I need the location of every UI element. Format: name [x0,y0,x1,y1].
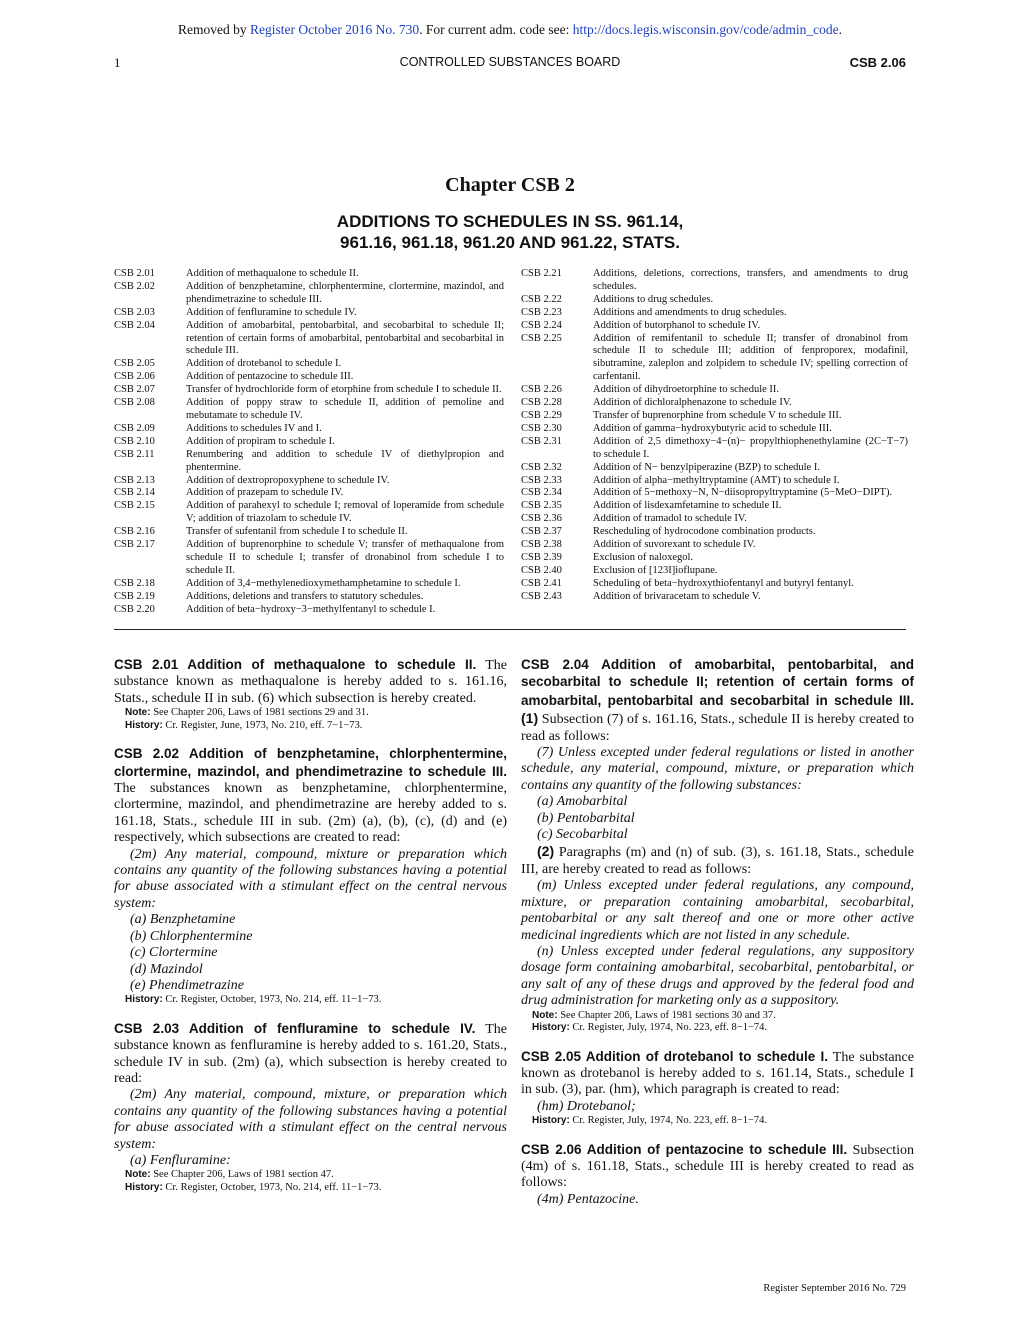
section-2-06 [521,1142,914,1209]
toc-section-number: CSB 2.19 [114,590,155,602]
toc-section-number: CSB 2.20 [114,603,155,615]
toc-section-title: Rescheduling of hydrocodone combination products. [593,526,816,538]
toc-entry [114,539,504,578]
toc-section-number: CSB 2.24 [521,319,562,331]
toc-entry [114,591,504,604]
toc-entry [521,333,908,385]
toc-section-title: Addition of beta−hydroxy−3−methylfentanyl to schedule I. [186,603,436,615]
list-item: (d) Mazindol [130,961,203,977]
toc-section-number: CSB 2.33 [521,474,562,486]
toc-section-number: CSB 2.06 [114,371,155,383]
toc-section-number: CSB 2.37 [521,526,562,538]
toc-section-title: Addition of dextropropoxyphene to schedule IV. [186,474,390,486]
toc-section-number: CSB 2.03 [114,306,155,318]
toc-entry [114,371,504,384]
subsection-number: (2) [537,843,555,860]
toc-section-number: CSB 2.14 [114,487,155,499]
list-item: (hm) Drotebanol; [537,1098,636,1114]
list-item: (b) Pentobarbital [537,810,635,826]
toc-section-title: Addition of 2,5 dimethoxy−4−(n)− propylthiophenethylamine (2C−T−7) to schedule I. [593,435,908,460]
toc-entry [114,604,504,617]
toc-entry [114,281,504,307]
section-2-02 [114,746,507,1007]
toc-section-title: Addition of 5−methoxy−N, N−diisopropyltryptamine (5−MeO−DIPT). [593,487,893,499]
list-item: (4m) Pentazocine. [537,1191,639,1207]
toc-section-title: Scheduling of beta−hydroxythiofentanyl and butyryl fentanyl. [593,577,854,589]
toc-section-number: CSB 2.34 [521,487,562,499]
toc-entry [521,436,908,462]
toc-section-number: CSB 2.15 [114,500,155,512]
history-text: Cr. Register, July, 1974, No. 223, eff. 8−1−74. [569,1115,767,1127]
history-label: History: [125,994,163,1006]
section-body: The substance known as methaqualone is hereby added to s. 161.16, Stats., schedule II in sub. (6) which subsection is hereby created. [114,658,507,706]
chapter-title: Chapter CSB 2 [445,174,575,196]
toc-entry [114,384,504,397]
toc-section-number: CSB 2.21 [521,268,562,279]
toc-entry [114,436,504,449]
toc-section-title: Addition of brivaracetam to schedule V. [593,590,761,602]
toc-section-title: Addition of methaqualone to schedule II. [186,268,359,279]
toc-section-title: Addition of butorphanol to schedule IV. [593,319,761,331]
toc-entry [114,449,504,475]
section-2-05 [521,1049,914,1128]
toc-section-title: Transfer of hydrochloride form of etorphine from schedule I to schedule II. [186,384,502,396]
section-heading: CSB 2.01 Addition of methaqualone to schedule II. [114,657,477,672]
page-footer: Register September 2016 No. 729 [763,1283,906,1294]
toc-section-title: Exclusion of naloxegol. [593,551,694,563]
toc-section-number: CSB 2.22 [521,293,562,305]
section-body: Subsection (7) of s. 161.16, Stats., schedule II is hereby created to read as follows: [521,712,914,744]
toc-entry [521,513,908,526]
history-text: Cr. Register, July, 1974, No. 223, eff. 8−1−74. [569,1022,767,1034]
quoted-provision: (n) Unless excepted under federal regulations, any suppository dosage form containing amobarbital, secobarbital, pentobarbital, or any salt of any of these drugs and approved by the federal food and drug administration for marketing only as a suppository. [521,943,914,1009]
toc-entry [521,500,908,513]
toc-entry [521,475,908,488]
toc-section-title: Additions to drug schedules. [593,293,714,305]
section-body: Paragraphs (m) and (n) of sub. (3), s. 161.18, Stats., schedule III, are hereby created to read as follows: [521,845,914,877]
toc-section-title: Addition of dihydroetorphine to schedule II. [593,384,780,396]
note-text: See Chapter 206, Laws of 1981 sections 30 and 37. [557,1009,776,1021]
section-2-04 [521,657,914,1035]
toc-section-title: Additions, deletions, corrections, transfers, and amendments to drug schedules. [593,268,908,292]
history-text: Cr. Register, October, 1973, No. 214, eff. 11−1−73. [162,1181,382,1193]
toc-entry [114,358,504,371]
section-heading: CSB 2.03 Addition of fenfluramine to schedule IV. [114,1020,476,1036]
toc-section-number: CSB 2.36 [521,513,562,525]
toc-section-number: CSB 2.11 [114,448,155,460]
toc-section-title: Addition of pentazocine to schedule III. [186,371,354,383]
list-item: (c) Clortermine [130,945,218,961]
section-body: The substances known as benzphetamine, chlorphentermine, clortermine, mazindol, and phendimetrazine are hereby added to s. 161.18, Stats., schedule III in sub. (2m) (a), (b), (c), (d) and (e) respectively, which subsections are created to read: [114,781,507,846]
toc-section-number: CSB 2.18 [114,577,155,589]
history-label: History: [125,719,163,731]
admin-code-link[interactable]: http://docs.legis.wisconsin.gov/code/admin_code [572,22,839,37]
history-text: Cr. Register, October, 1973, No. 214, eff. 11−1−73. [162,994,382,1006]
section-2-01 [114,657,507,732]
section-heading: CSB 2.06 Addition of pentazocine to schedule III. [521,1141,848,1157]
note-text: See Chapter 206, Laws of 1981 sections 29 and 31. [150,707,369,719]
toc-section-number: CSB 2.07 [114,384,155,396]
toc-section-title: Addition of gamma−hydroxybutyric acid to schedule III. [593,422,832,434]
section-2-03 [114,1021,507,1195]
quoted-provision: (m) Unless excepted under federal regulations, any compound, mixture, or preparation containing amobarbital, secobarbital, pentobarbital or any salt thereof and one or more other active medicinal ingredients which are not listed in any schedule. [521,878,914,943]
body-right-column [521,657,914,1208]
quoted-provision: (7) Unless excepted under federal regulations or listed in another schedule, any material, compound, mixture, or preparation which contains any quantity of the following substances: [521,745,914,793]
section-heading: CSB 2.05 Addition of drotebanol to schedule I. [521,1048,829,1064]
toc-entry [521,462,908,475]
toc-section-number: CSB 2.35 [521,500,562,512]
list-item: (b) Chlorphentermine [130,928,253,944]
toc-section-title: Addition of N− benzylpiperazine (BZP) to schedule I. [593,461,820,473]
toc-section-title: Addition of prazepam to schedule IV. [186,487,344,499]
page-number: 1 [114,55,121,70]
toc-section-number: CSB 2.28 [521,397,562,409]
toc-section-title: Additions to schedules IV and I. [186,422,322,434]
history-text: Cr. Register, June, 1973, No. 210, eff. 7−1−73. [162,719,363,731]
toc-section-number: CSB 2.30 [521,422,562,434]
toc-entry [521,307,908,320]
toc-entry [114,320,504,359]
toc-entry [114,397,504,423]
note-label: Note: [125,707,151,719]
toc-section-number: CSB 2.10 [114,435,155,447]
toc-entry [521,578,908,591]
toc-entry [114,578,504,591]
banner-middle: . For current adm. code see: [419,22,573,37]
toc-section-number: CSB 2.04 [114,319,155,331]
section-heading: CSB 2.02 Addition of benzphetamine, chlorphentermine, clortermine, mazindol, and phendimetrazine to schedule III. [114,746,507,779]
toc-entry [521,423,908,436]
quoted-provision: (2m) Any material, compound, mixture, or preparation which contains any quantity of the following substances having a potential for abuse associated with a stimulant effect on the central nervous system: [114,1087,507,1152]
toc-entry [521,384,908,397]
toc-section-number: CSB 2.08 [114,397,155,409]
toc-entry [521,268,908,294]
removal-banner [0,22,1020,38]
section-body: The substance known as drotebanol is hereby added to s. 161.14, Stats., schedule I in sub. (3), par. (hm), which paragraph is created to read: [521,1049,914,1098]
toc-entry [521,397,908,410]
toc-section-title: Additions, deletions and transfers to statutory schedules. [186,590,424,602]
toc-entry [521,526,908,539]
toc-section-number: CSB 2.43 [521,590,562,602]
note-label: Note: [125,1169,151,1181]
toc-entry [114,423,504,436]
list-item: (c) Secobarbital [537,827,628,843]
banner-prefix: Removed by [177,22,250,37]
list-item: (a) Amobarbital [537,794,628,810]
header-code: CSB 2.06 [849,55,906,70]
toc-section-number: CSB 2.32 [521,461,562,473]
toc-entry [521,539,908,552]
toc-entry [521,552,908,565]
subsection-number: (1) [521,710,539,727]
toc-entry [114,526,504,539]
toc-section-number: CSB 2.38 [521,539,562,551]
toc-section-number: CSB 2.23 [521,306,562,318]
note-label: Note: [532,1009,558,1021]
toc-right-column [521,268,908,604]
toc-entry [521,410,908,423]
toc-section-title: Addition of suvorexant to schedule IV. [593,539,756,551]
toc-section-number: CSB 2.40 [521,564,562,576]
toc-section-number: CSB 2.25 [521,332,562,344]
toc-section-title: Addition of lisdexamfetamine to schedule II. [593,500,782,512]
note-text: See Chapter 206, Laws of 1981 section 47. [150,1169,334,1181]
section-body: The substance known as fenfluramine is hereby added to s. 161.20, Stats., schedule IV in sub. (2m) (a), which subsection is hereby created to read: [114,1021,507,1087]
banner-suffix: . [838,22,842,37]
toc-section-title: Addition of propiram to schedule I. [186,435,335,447]
toc-entry [521,320,908,333]
toc-entry [521,487,908,500]
quoted-provision: (2m) Any material, compound, mixture or preparation which contains any quantity of the following substances having a potential for abuse associated with a stimulant effect on the central nervous system: [114,846,507,911]
list-item: (e) Phendimetrazine [130,977,244,993]
toc-entry [114,268,504,281]
history-label: History: [125,1181,163,1193]
history-label: History: [532,1115,570,1127]
toc-section-title: Exclusion of [123I]ioflupane. [593,564,718,576]
toc-section-title: Renumbering and addition to schedule IV of diethylpropion and phentermine. [186,448,504,473]
toc-section-number: CSB 2.26 [521,384,562,396]
history-label: History: [532,1022,570,1034]
toc-section-title: Addition of amobarbital, pentobarbital, and secobarbital to schedule II; retention of certain forms of amobarbital, pentobarbital and secobarbital in schedule III. [186,319,504,357]
toc-section-number: CSB 2.05 [114,358,155,370]
toc-section-title: Addition of fenfluramine to schedule IV. [186,306,357,318]
toc-entry [521,591,908,604]
toc-entry [114,500,504,526]
body-left-column [114,657,507,1194]
toc-section-number: CSB 2.02 [114,280,155,292]
toc-section-title: Transfer of sufentanil from schedule I to schedule II. [186,526,408,538]
toc-section-title: Addition of drotebanol to schedule I. [186,358,342,370]
toc-section-number: CSB 2.17 [114,539,155,551]
toc-section-number: CSB 2.16 [114,526,155,538]
chapter-subtitle [0,211,1020,253]
toc-section-title: Addition of dichloralphenazone to schedule IV. [593,397,792,409]
toc-entry [521,294,908,307]
toc-section-title: Addition of benzphetamine, chlorphentermine, clortermine, mazindol, and phendimetrazine to schedule III. [186,280,504,305]
toc-entry [114,487,504,500]
toc-section-title: Addition of poppy straw to schedule II, addition of pemoline and mebutamate to schedule IV. [186,397,504,421]
list-item: (a) Benzphetamine [130,912,236,928]
chapter-subtitle-line2: 961.16, 961.18, 961.20 AND 961.22, STATS. [340,233,680,252]
toc-section-number: CSB 2.01 [114,268,155,279]
toc-section-number: CSB 2.41 [521,577,562,589]
toc-section-title: Additions and amendments to drug schedules. [593,306,787,318]
register-link[interactable]: Register October 2016 No. 730 [249,22,420,37]
section-body: Subsection (4m) of s. 161.18, Stats., schedule III is hereby created to read as follows: [521,1142,914,1191]
toc-left-column [114,268,504,616]
toc-section-title: Addition of alpha−methyltryptamine (AMT) to schedule I. [593,474,840,486]
list-item: (a) Fenfluramine: [130,1153,231,1169]
section-heading: CSB 2.04 Addition of amobarbital, pentobarbital, and secobarbital to schedule II; retention of certain forms of amobarbital, pentobarbital and secobarbital in schedule III. [521,657,914,708]
toc-section-title: Addition of 3,4−methylenedioxymethamphetamine to schedule I. [186,577,461,589]
toc-entry [114,475,504,488]
toc-section-title: Transfer of buprenorphine from schedule V to schedule III. [593,409,842,421]
header-title: CONTROLLED SUBSTANCES BOARD [399,55,621,69]
toc-section-title: Addition of buprenorphine to schedule V; transfer of methaqualone from schedule II to schedule I; transfer of dronabinol from schedule I to schedule II. [186,539,504,576]
toc-divider [114,629,906,630]
toc-section-title: Addition of tramadol to schedule IV. [593,513,747,525]
running-header [114,55,906,73]
chapter-subtitle-line1: ADDITIONS TO SCHEDULES IN SS. 961.14, [336,212,684,231]
toc-section-number: CSB 2.13 [114,474,155,486]
toc-section-number: CSB 2.29 [521,409,562,421]
toc-entry [114,307,504,320]
toc-section-title: Addition of remifentanil to schedule II; transfer of dronabinol from schedule II to schedule III; addition of fenproporex, modafinil, sibutramine, zaleplon and zolpidem to schedule IV; spelling correction of carfentanil. [593,332,908,383]
toc-section-title: Addition of parahexyl to schedule I; removal of loperamide from schedule V; addition of triazolam to schedule IV. [186,500,504,525]
toc-section-number: CSB 2.39 [521,551,562,563]
toc-section-number: CSB 2.31 [521,435,562,447]
toc-entry [521,565,908,578]
toc-section-number: CSB 2.09 [114,422,155,434]
